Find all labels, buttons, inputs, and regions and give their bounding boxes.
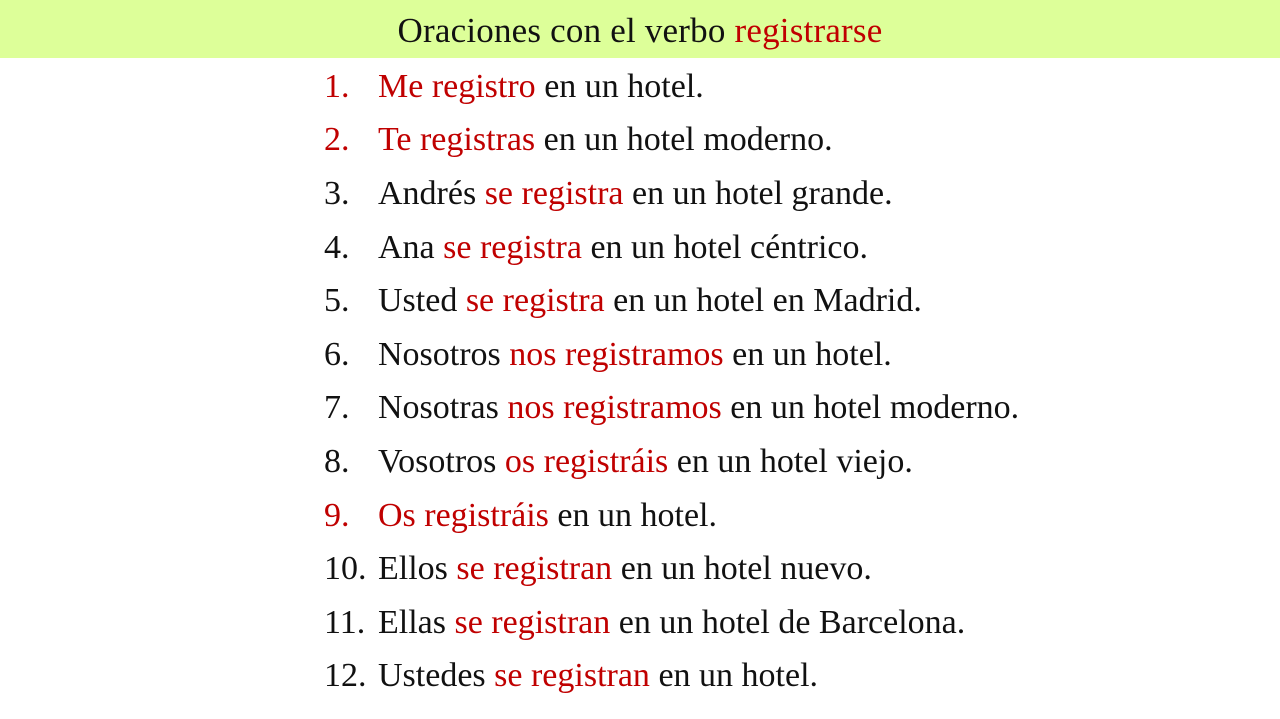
sentence-item [0,113,1280,167]
sentence-rest: en un hotel de Barcelona. [610,604,966,641]
sentence-subject: Ellas [378,604,455,641]
sentence-text [378,60,704,114]
sentence-number: 5. [324,282,350,319]
sentence-number: 12. [324,657,367,694]
sentence-rest: en un hotel. [649,657,819,694]
sentence-subject: Nosotras [378,389,508,426]
sentence-rest: en un hotel céntrico. [581,229,868,266]
sentence-number: 6. [324,336,350,373]
sentence-verb: Te registras [378,121,536,158]
sentence-text [378,381,1019,435]
sentence-rest: en un hotel. [535,68,704,105]
sentence-text [378,113,833,167]
sentence-rest: en un hotel grande. [623,175,893,212]
sentence-item [0,328,1280,382]
sentence-verb: os registráis [504,443,669,480]
sentence-item [0,60,1280,114]
sentence-rest: en un hotel en Madrid. [604,282,922,319]
sentence-subject: Vosotros [378,443,505,480]
sentence-verb: nos registramos [509,336,724,373]
sentence-subject: Ana [378,229,444,266]
sentence-text [378,542,872,596]
sentence-verb: se registra [443,229,582,266]
sentence-subject: Andrés [378,175,485,212]
sentence-text [378,274,922,328]
sentence-subject: Ellos [378,550,457,587]
title-verb: registrarse [734,10,883,50]
sentence-verb: se registran [494,657,650,694]
sentence-number: 10. [324,550,367,587]
sentence-item [0,167,1280,221]
sentence-text [378,649,818,703]
sentence-number: 2. [324,121,350,158]
sentence-verb: se registran [454,604,611,641]
sentence-item [0,649,1280,703]
sentence-item [0,596,1280,650]
sentence-rest: en un hotel. [548,497,717,534]
sentence-subject: Nosotros [378,336,510,373]
sentence-verb: se registra [484,175,624,212]
sentence-verb: se registra [465,282,605,319]
sentence-text [378,221,868,275]
sentence-verb: Os registráis [378,497,549,534]
sentence-text [378,489,717,543]
sentence-subject: Usted [378,282,466,319]
sentence-item [0,274,1280,328]
sentence-text [378,328,892,382]
sentence-item [0,435,1280,489]
sentence-rest: en un hotel. [723,336,892,373]
sentence-number: 1. [324,68,350,105]
sentence-number: 8. [324,443,350,480]
sentence-rest: en un hotel moderno. [721,389,1020,426]
sentence-rest: en un hotel nuevo. [612,550,872,587]
sentence-item [0,542,1280,596]
title-prefix: Oraciones con el verbo [397,10,735,50]
sentence-verb: Me registro [378,68,536,105]
sentence-text [378,596,965,650]
sentence-number: 11. [324,604,366,641]
sentence-number: 3. [324,175,350,212]
sentence-text [378,167,893,221]
sentence-rest: en un hotel moderno. [535,121,833,158]
sentence-number: 7. [324,389,350,426]
page-title [398,11,883,48]
sentence-item [0,221,1280,275]
sentence-verb: se registran [456,550,613,587]
sentence-verb: nos registramos [507,389,722,426]
sentence-number: 9. [324,497,350,534]
sentence-subject: Ustedes [378,657,495,694]
sentence-rest: en un hotel viejo. [668,443,913,480]
sentence-item [0,381,1280,435]
sentence-item [0,489,1280,543]
sentence-text [378,435,913,489]
sentence-number: 4. [324,229,350,266]
title-bar [0,0,1280,58]
